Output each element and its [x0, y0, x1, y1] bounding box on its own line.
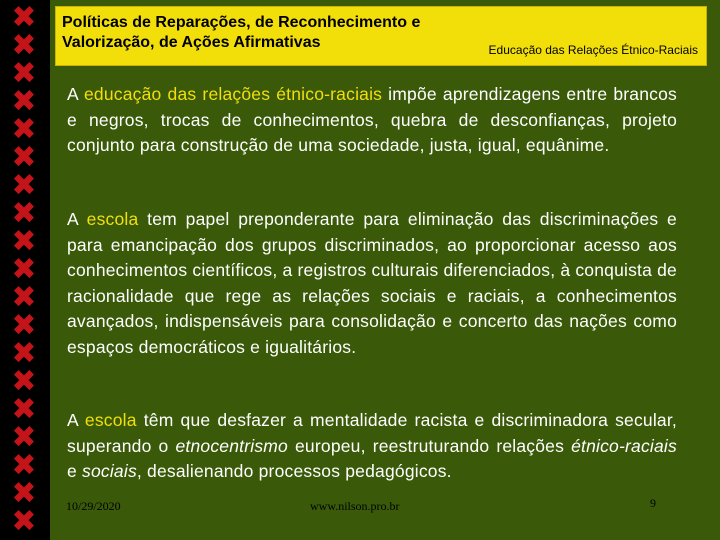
x-mark-icon: ✖: [11, 504, 37, 539]
slide-title: Políticas de Reparações, de Reconhecimento e Valorização, de Ações Afirmativas: [62, 14, 421, 51]
paragraph-text: A: [67, 410, 85, 430]
x-mark-icon: ✖: [11, 476, 37, 511]
paragraph-text: têm que desfazer a mentalidade racista e discriminadora secular, superando o: [67, 410, 677, 456]
paragraph-school-duty: [67, 408, 677, 485]
x-mark-icon: ✖: [11, 252, 37, 287]
x-mark-icon: ✖: [11, 392, 37, 427]
highlight-term: escola: [84, 410, 137, 430]
paragraph-text: A: [67, 84, 84, 104]
highlight-term: escola: [86, 209, 139, 229]
italic-term: étnico-raciais: [571, 435, 677, 456]
paragraph-school-role: [67, 207, 677, 360]
title-banner: [55, 6, 707, 66]
x-mark-icon: ✖: [11, 196, 37, 231]
italic-term: etnocentrismo: [175, 435, 288, 456]
footer-date: 10/29/2020: [66, 499, 121, 513]
slide-subtitle: Educação das Relações Étnico-Raciais: [488, 43, 698, 57]
paragraph-text: A: [67, 209, 87, 229]
highlight-term: educação das relações étnico-raciais: [83, 84, 383, 104]
x-mark-icon: ✖: [11, 0, 37, 35]
x-mark-icon: ✖: [11, 364, 37, 399]
paragraph-text: , desalienando processos pedagógicos.: [136, 461, 452, 481]
italic-term: sociais: [82, 461, 137, 481]
paragraph-text: e: [67, 461, 82, 481]
x-mark-icon: ✖: [11, 84, 37, 119]
x-mark-icon: ✖: [11, 112, 37, 147]
x-mark-icon: ✖: [11, 448, 37, 483]
page-number: 9: [650, 496, 656, 510]
paragraph-education: [67, 82, 677, 159]
x-mark-icon: ✖: [11, 336, 37, 371]
x-mark-icon: ✖: [11, 28, 37, 63]
x-mark-icon: ✖: [11, 56, 37, 91]
x-mark-icon: ✖: [11, 308, 37, 343]
x-mark-icon: ✖: [11, 224, 37, 259]
footer-url: www.nilson.pro.br: [310, 499, 400, 513]
x-mark-icon: ✖: [11, 280, 37, 315]
x-mark-icon: ✖: [11, 168, 37, 203]
paragraph-text: impõe aprendizagens entre brancos e negros, trocas de conhecimentos, quebra de desconfianças, projeto conjunto para construção de uma sociedade, justa, igual, equânime.: [67, 84, 677, 155]
paragraph-text: tem papel preponderante para eliminação das discriminações e para emancipação dos grupos discriminados, ao proporcionar acesso aos conhecimentos científicos, a registros culturais diferenciados, à conquista de racionalidade que rege as relações sociais e raciais, a conhecimentos avançados, indispensáveis para consolidação e concerto das nações como espaços democráticos e igualitários.: [67, 209, 677, 357]
x-mark-icon: ✖: [11, 140, 37, 175]
paragraph-text: europeu, reestruturando relações: [287, 435, 572, 456]
x-mark-icon: ✖: [11, 420, 37, 455]
